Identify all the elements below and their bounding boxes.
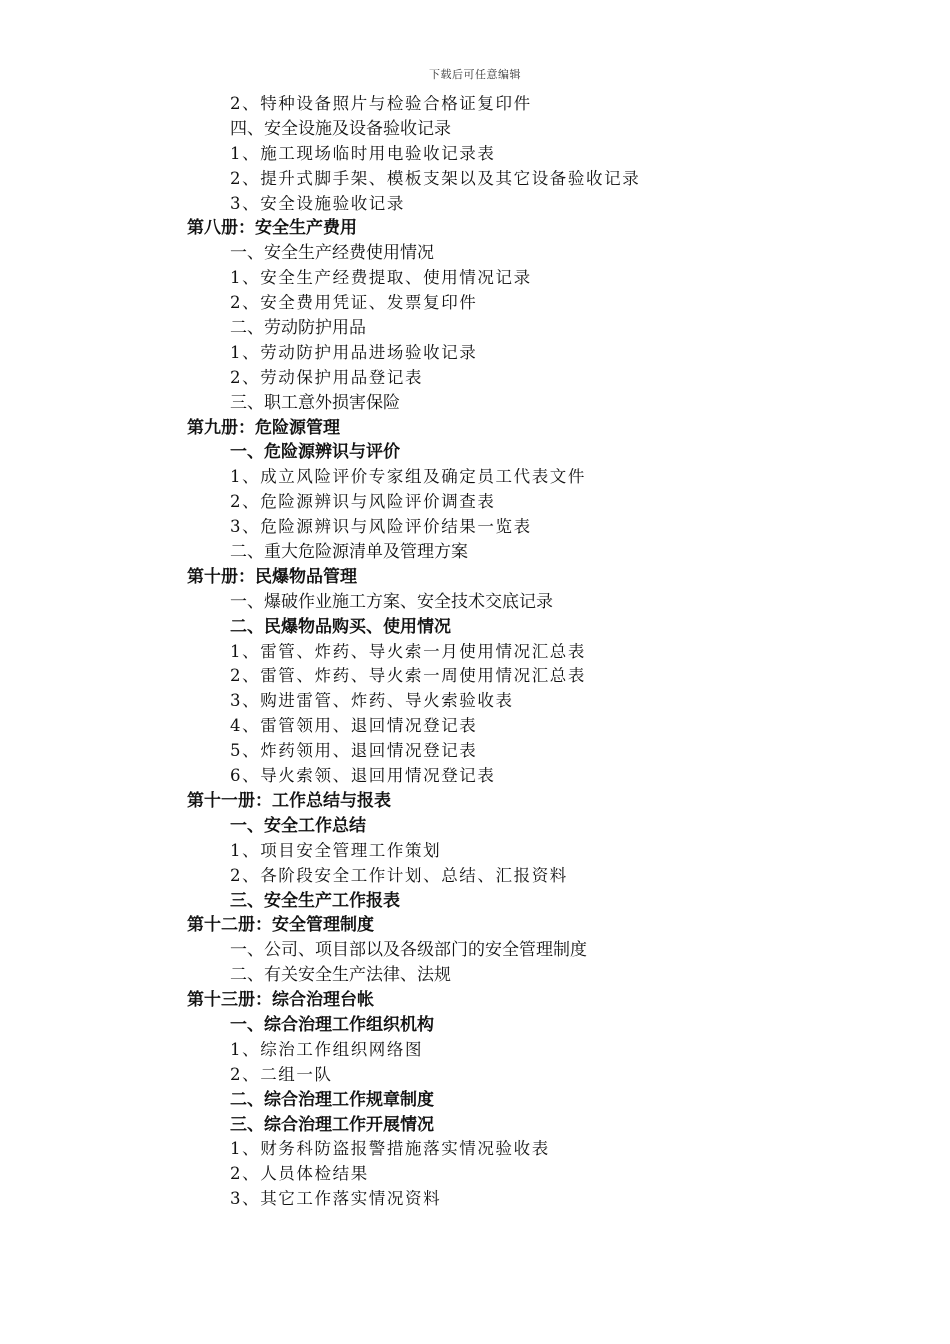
list-item: 1、综治工作组织网络图 xyxy=(230,1039,424,1059)
list-item: 3、安全设施验收记录 xyxy=(230,193,405,213)
list-item: 1、财务科防盗报警措施落实情况验收表 xyxy=(230,1139,550,1159)
volume-heading: 第十二册：安全管理制度 xyxy=(187,915,374,936)
list-item: 2、二组一队 xyxy=(230,1064,333,1084)
section-heading: 二、劳动防护用品 xyxy=(230,318,366,339)
section-heading: 一、安全生产经费使用情况 xyxy=(230,243,434,264)
list-item: 2、危险源辨识与风险评价调查表 xyxy=(230,492,496,512)
list-item: 1、施工现场临时用电验收记录表 xyxy=(230,143,496,163)
list-item: 2、人员体检结果 xyxy=(230,1164,369,1184)
list-item: 3、危险源辨识与风险评价结果一览表 xyxy=(230,517,532,537)
list-item: 2、特种设备照片与检验合格证复印件 xyxy=(230,94,532,113)
list-item: 1、成立风险评价专家组及确定员工代表文件 xyxy=(230,467,586,487)
volume-heading: 第九册：危险源管理 xyxy=(187,417,340,438)
volume-heading: 第十一册：工作总结与报表 xyxy=(187,790,391,811)
section-heading: 一、公司、项目部以及各级部门的安全管理制度 xyxy=(230,940,587,961)
page-header: 下载后可任意编辑 xyxy=(429,68,521,81)
volume-heading: 第八册：安全生产费用 xyxy=(187,218,357,239)
list-item: 3、其它工作落实情况资料 xyxy=(230,1189,442,1209)
volume-heading: 第十三册：综合治理台帐 xyxy=(187,990,374,1011)
section-heading: 二、民爆物品购买、使用情况 xyxy=(230,616,451,637)
section-heading: 三、安全生产工作报表 xyxy=(230,890,400,911)
section-heading: 二、有关安全生产法律、法规 xyxy=(230,965,451,986)
list-item: 2、安全费用凭证、发票复印件 xyxy=(230,293,478,313)
section-heading: 三、综合治理工作开展情况 xyxy=(230,1114,434,1135)
section-heading: 二、重大危险源清单及管理方案 xyxy=(230,542,468,563)
list-item: 2、各阶段安全工作计划、总结、汇报资料 xyxy=(230,865,568,885)
section-heading: 一、危险源辨识与评价 xyxy=(230,442,400,463)
list-item: 1、劳动防护用品进场验收记录 xyxy=(230,342,478,362)
list-item: 3、购进雷管、炸药、导火索验收表 xyxy=(230,691,514,711)
list-item: 1、安全生产经费提取、使用情况记录 xyxy=(230,268,532,288)
volume-heading: 第十册：民爆物品管理 xyxy=(187,566,357,587)
section-heading: 四、安全设施及设备验收记录 xyxy=(230,118,451,139)
list-item: 1、雷管、炸药、导火索一月使用情况汇总表 xyxy=(230,641,586,661)
list-item: 2、提升式脚手架、模板支架以及其它设备验收记录 xyxy=(230,168,641,188)
table-of-contents xyxy=(0,92,950,1212)
list-item: 6、导火索领、退回用情况登记表 xyxy=(230,766,496,786)
section-heading: 一、爆破作业施工方案、安全技术交底记录 xyxy=(230,591,553,612)
section-heading: 一、综合治理工作组织机构 xyxy=(230,1014,434,1035)
section-heading: 一、安全工作总结 xyxy=(230,815,366,836)
list-item: 1、项目安全管理工作策划 xyxy=(230,840,442,860)
list-item: 4、雷管领用、退回情况登记表 xyxy=(230,716,478,736)
section-heading: 三、职工意外损害保险 xyxy=(230,392,400,413)
list-item: 2、雷管、炸药、导火索一周使用情况汇总表 xyxy=(230,666,586,686)
list-item: 5、炸药领用、退回情况登记表 xyxy=(230,741,478,761)
list-item: 2、劳动保护用品登记表 xyxy=(230,367,424,387)
section-heading: 二、综合治理工作规章制度 xyxy=(230,1089,434,1110)
